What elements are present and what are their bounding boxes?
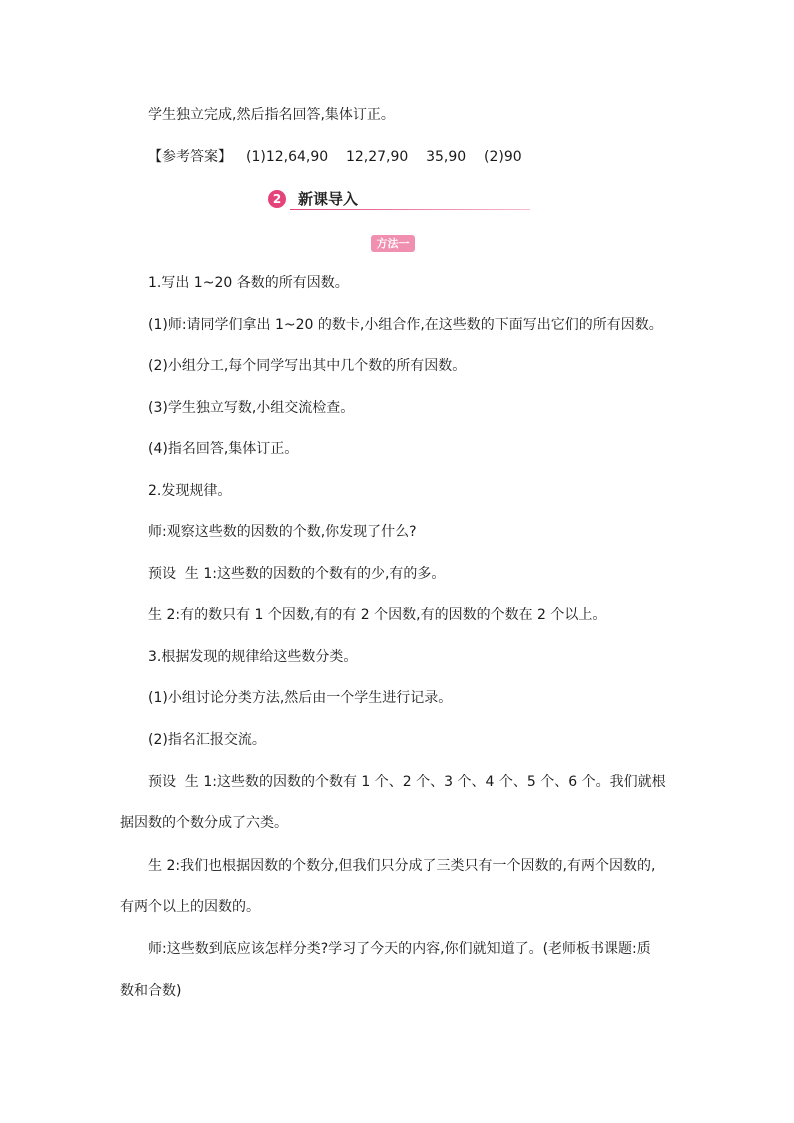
answer-tag: 【参考答案】 (148, 149, 232, 165)
paragraph-14-line-1: 生 2:我们也根据因数的个数分,但我们只分成了三类只有一个因数的,有两个因数的, (148, 858, 656, 874)
paragraph-3: (2)小组分工,每个同学写出其中几个数的所有因数。 (148, 358, 467, 374)
paragraph-6: 2.发现规律。 (148, 483, 232, 499)
paragraph-5: (4)指名回答,集体订正。 (148, 441, 299, 457)
paragraph-10: 3.根据发现的规律给这些数分类。 (148, 649, 358, 665)
paragraph-7: 师:观察这些数的因数的个数,你发现了什么? (148, 524, 417, 540)
paragraph-12: (2)指名汇报交流。 (148, 732, 266, 748)
paragraph-13-line-2: 据因数的个数分成了六类。 (120, 815, 288, 831)
paragraph-2: (1)师:请同学们拿出 1~20 的数卡,小组合作,在这些数的下面写出它们的所有因数。 (148, 317, 663, 333)
reference-answer (148, 147, 522, 167)
method-badge: 方法一 (371, 235, 415, 252)
paragraph-14-line-2: 有两个以上的因数的。 (120, 899, 260, 915)
section-number-badge: 2 (268, 190, 286, 208)
answer-text: (1)12,64,90 12,27,90 35,90 (2)90 (246, 149, 522, 165)
section-title: 新课导入 (298, 190, 359, 208)
paragraph-15-line-2: 数和合数) (120, 983, 182, 999)
paragraph-13-line-1: 预设 生 1:这些数的因数的个数有 1 个、2 个、3 个、4 个、5 个、6 个。我们就根 (148, 774, 666, 790)
paragraph-8: 预设 生 1:这些数的因数的个数有的少,有的多。 (148, 566, 446, 582)
paragraph-11: (1)小组讨论分类方法,然后由一个学生进行记录。 (148, 690, 453, 706)
intro-line: 学生独立完成,然后指名回答,集体订正。 (148, 107, 395, 123)
paragraph-9: 生 2:有的数只有 1 个因数,有的有 2 个因数,有的因数的个数在 2 个以上。 (148, 607, 607, 623)
paragraph-15-line-1: 师:这些数到底应该怎样分类?学习了今天的内容,你们就知道了。(老师板书课题:质 (148, 941, 651, 957)
section-heading (268, 188, 530, 212)
section-divider (290, 209, 530, 210)
paragraph-1: 1.写出 1~20 各数的所有因数。 (148, 275, 349, 291)
paragraph-4: (3)学生独立写数,小组交流检查。 (148, 400, 355, 416)
